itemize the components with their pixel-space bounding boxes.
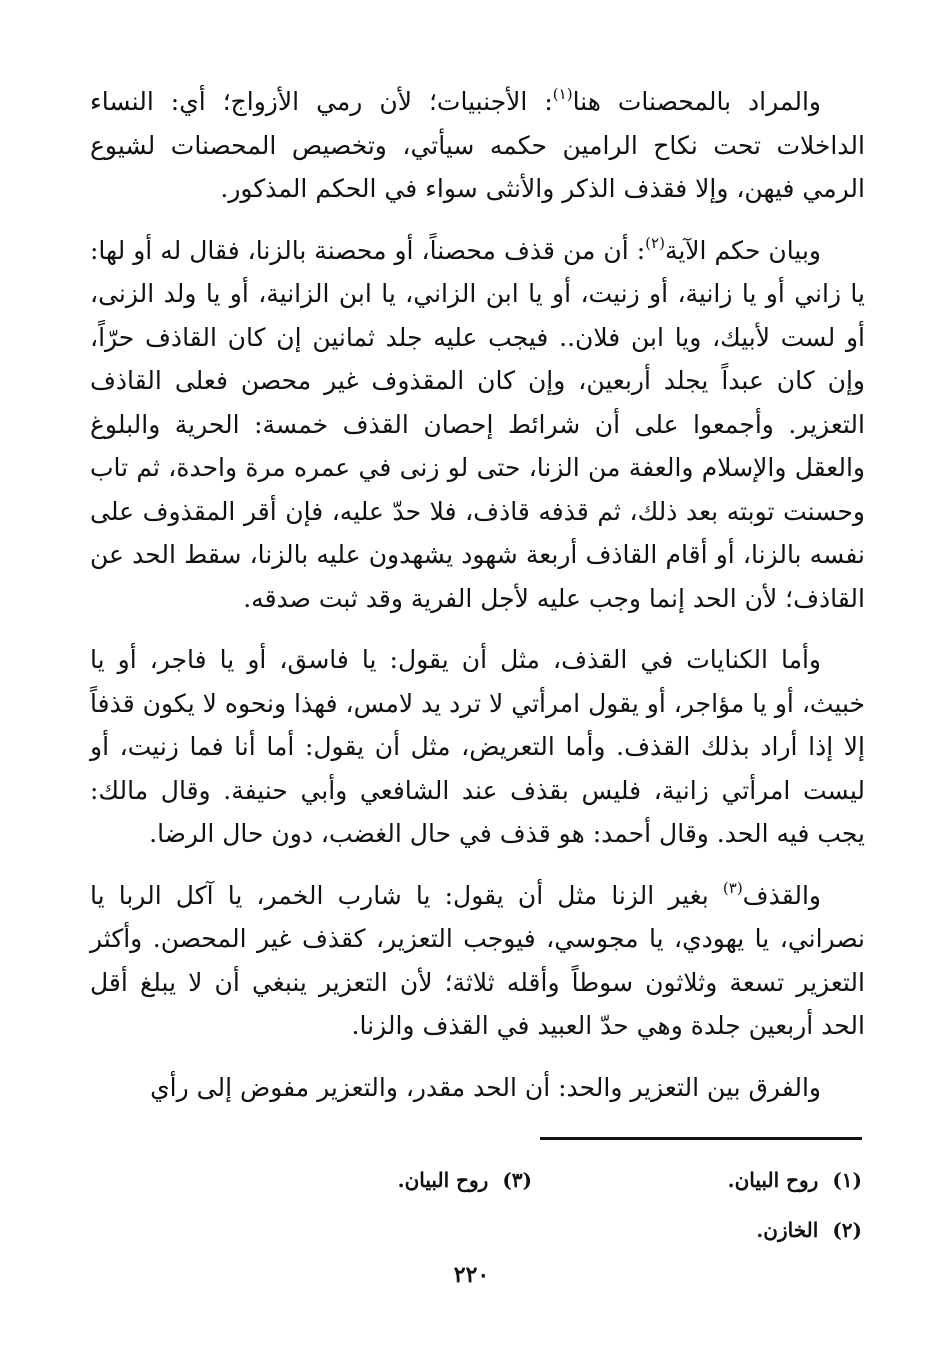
paragraph-text: : الأجنبيات؛ لأن رمي الأزواج؛ أي: النساء الداخلات تحت نكاح الرامين حكمه سيأتي، وتخصيص المحصنات لشيوع الرمي فيهن، وإلا فقذف الذكر والأنثى سواء في الحكم المذكور. <box>90 87 865 203</box>
paragraph-5 <box>90 1066 865 1110</box>
footnote-marker: (٣) <box>722 878 743 897</box>
footnote-number: (٢) <box>832 1218 862 1242</box>
footnote-row <box>90 1205 862 1255</box>
paragraph-text: والفرق بين التعزير والحد: أن الحد مقدر، والتعزير مفوض إلى رأي <box>150 1072 821 1102</box>
footnote-text: الخازن. <box>756 1218 819 1242</box>
paragraph-1 <box>90 80 865 211</box>
footnote-number: (١) <box>832 1168 862 1192</box>
footnote-row <box>90 1155 862 1205</box>
page-number: ٢٢٠ <box>453 1262 490 1288</box>
paragraph-text: والقذف <box>742 880 821 910</box>
paragraph-text: وبيان حكم الآية <box>664 235 821 265</box>
footnote-number: (٣) <box>502 1168 532 1192</box>
footnote-text: روح البيان. <box>727 1168 819 1192</box>
paragraph-text: وأما الكنايات في القذف، مثل أن يقول: يا فاسق، أو يا فاجر، أو يا خبيث، أو يا مؤاجر، أو يقول امرأتي لا ترد يد لامس، فهذا ونحوه لا يكون قذفاً إلا إذا أراد بذلك القذف. وأما التعريض، مثل أن يقول: أما أنا فما زنيت، أو ليست امرأتي زانية، فليس بقذف عند الشافعي وأبي حنيفة. وقال مالك: يجب فيه الحد. وقال أحمد: هو قذف في حال الغضب، دون حال الرضا. <box>90 645 865 848</box>
footnotes <box>90 1155 862 1255</box>
page-body <box>90 80 865 1127</box>
paragraph-text: بغير الزنا مثل أن يقول: يا شارب الخمر، يا آكل الربا يا نصراني، يا يهودي، يا مجوسي، فيوجب التعزير، كقذف غير المحصن. وأكثر التعزير تسعة وثلاثون سوطاً وأقله ثلاثة؛ لأن التعزير ينبغي أن لا يبلغ أقل الحد أربعين جلدة وهي حدّ العبيد في القذف والزنا. <box>90 880 865 1040</box>
paragraph-3 <box>90 638 865 856</box>
footnote-item <box>532 1168 862 1192</box>
footnote-text: روح البيان. <box>397 1168 489 1192</box>
footnote-item <box>202 1168 532 1192</box>
footnote-marker: (١) <box>552 85 573 103</box>
paragraph-2 <box>90 229 865 621</box>
footnote-item <box>532 1218 862 1242</box>
paragraph-4 <box>90 874 865 1048</box>
paragraph-text: : أن من قذف محصناً، أو محصنة بالزنا، فقال له أو لها: يا زاني أو يا زانية، أو زنيت، أو يا ابن الزاني، يا ابن الزانية، أو يا ولد الزنى، أو لست لأبيك، ويا ابن فلان.. فيجب عليه جلد ثمانين إن كان القاذف حرّاً، وإن كان عبداً يجلد أربعين، وإن كان المقذوف غير محصن فعلى القاذف التعزير. وأجمعوا على أن شرائط إحصان القذف خمسة: الحرية والبلوغ والعقل والإسلام والعفة من الزنا، حتى لو زنى في عمره مرة واحدة، ثم تاب وحسنت توبته بعد ذلك، ثم قذفه قاذف، فلا حدّ عليه، فإن أقر المقذوف على نفسه بالزنا، أو أقام القاذف أربعة شهود يشهدون عليه بالزنا، سقط الحد عن القاذف؛ لأن الحد إنما وجب عليه لأجل الفرية وقد ثبت صدقه. <box>90 235 866 613</box>
paragraph-text: والمراد بالمحصنات هنا <box>572 87 822 116</box>
footnote-marker: (٢) <box>645 233 665 252</box>
footnote-divider <box>540 1137 862 1140</box>
